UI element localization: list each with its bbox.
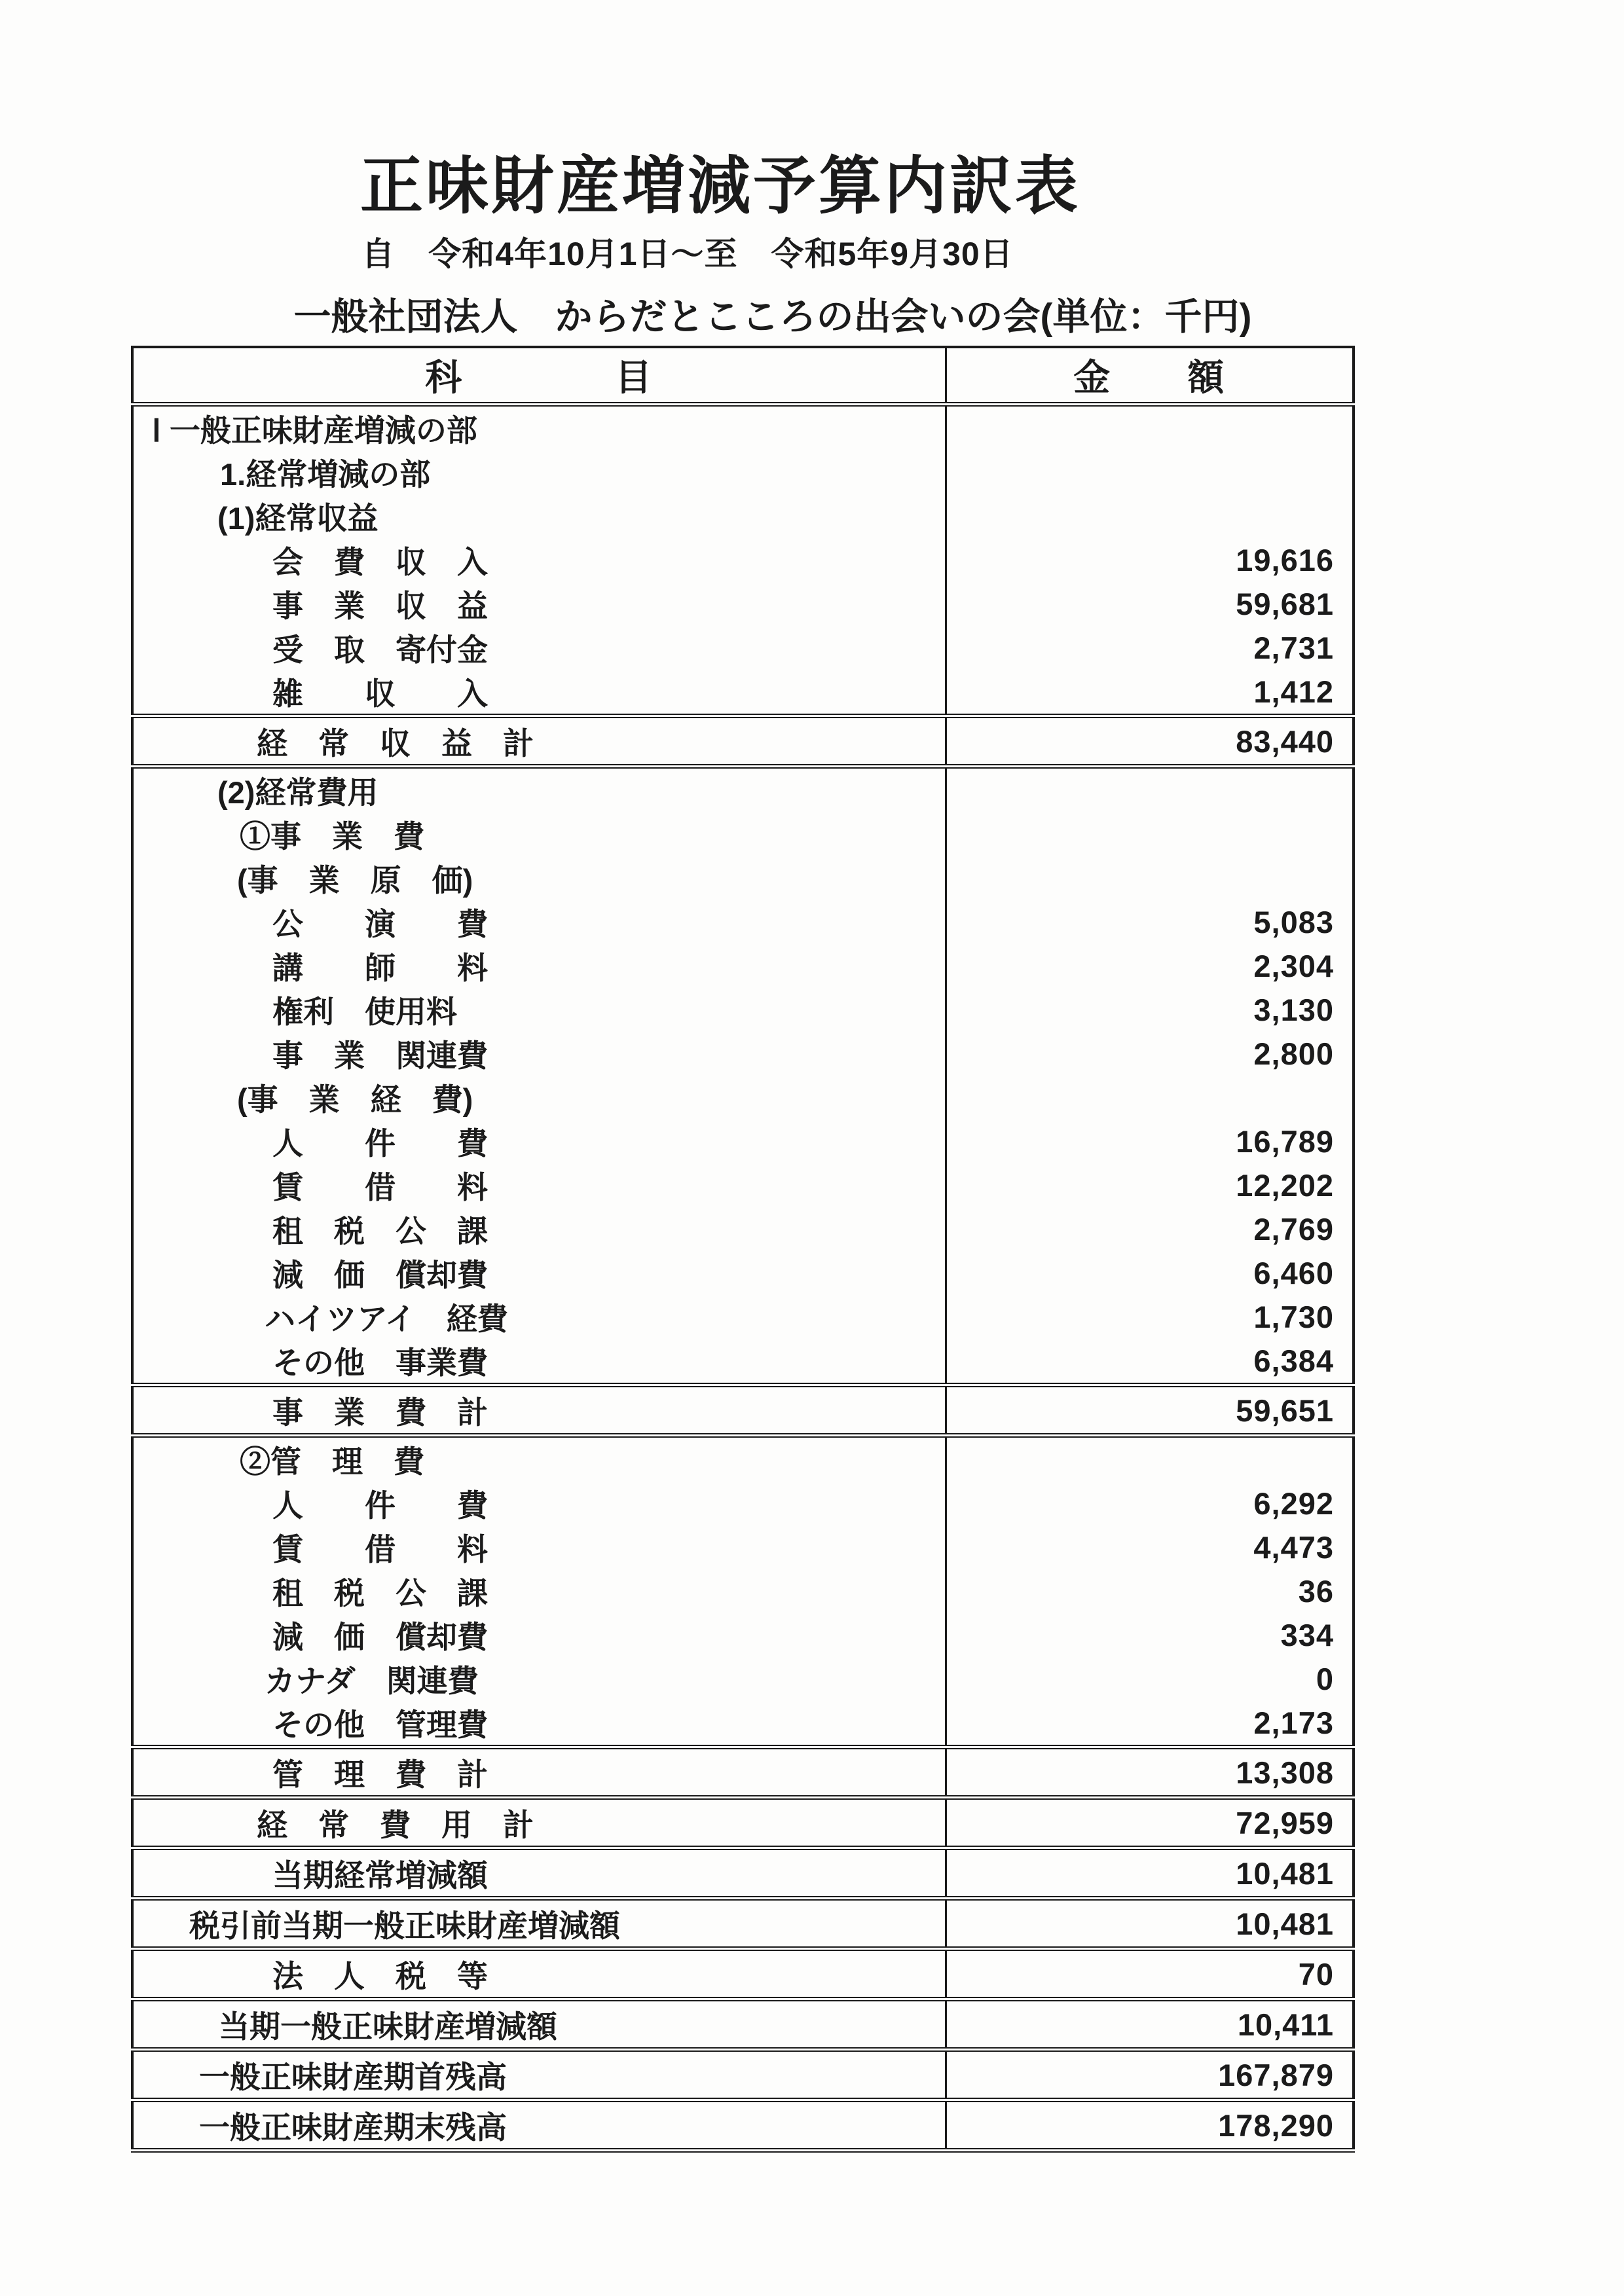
row-label: 当期一般正味財産増減額 — [132, 1999, 946, 2050]
row-amount: 178,290 — [946, 2100, 1354, 2151]
unit-label: (単位：千円) — [1040, 296, 1252, 338]
table-row — [132, 1251, 1354, 1295]
row-amount: 10,481 — [946, 1899, 1354, 1949]
table-row — [132, 1436, 1354, 1482]
row-amount — [946, 450, 1354, 494]
row-label: カナダ 関連費 — [132, 1657, 946, 1701]
row-label: 1.経常増減の部 — [132, 450, 946, 494]
row-amount: 10,411 — [946, 1999, 1354, 2050]
row-amount: 2,304 — [1253, 949, 1334, 983]
fiscal-period: 自 令和4年10月1日～至 令和5年9月30日 — [361, 236, 1014, 272]
row-label: その他 事業費 — [132, 1339, 946, 1385]
row-amount: 2,769 — [1253, 1212, 1334, 1247]
table-row — [132, 1163, 1354, 1207]
table-row — [132, 767, 1354, 813]
table-row — [132, 1701, 1354, 1747]
table-row — [132, 1207, 1354, 1251]
table-row — [132, 1798, 1354, 1848]
row-amount: 1,412 — [1253, 674, 1334, 709]
row-amount — [946, 1436, 1354, 1482]
row-amount: 83,440 — [946, 716, 1354, 767]
row-label: 租 税 公 課 — [132, 1207, 946, 1251]
row-amount — [946, 1076, 1354, 1120]
row-amount: 36 — [1298, 1574, 1334, 1609]
budget-table-body — [132, 405, 1354, 2151]
table-row — [132, 1295, 1354, 1339]
row-amount: 72,959 — [946, 1798, 1354, 1848]
row-amount: 70 — [946, 1949, 1354, 1999]
row-label: 減 価 償却費 — [132, 1251, 946, 1295]
row-amount — [946, 494, 1354, 538]
row-label: 人 件 費 — [132, 1120, 946, 1163]
row-amount: 1,730 — [1253, 1300, 1334, 1334]
row-label: 人 件 費 — [132, 1482, 946, 1525]
table-row — [132, 1848, 1354, 1899]
table-row — [132, 2050, 1354, 2100]
row-label: 経 常 収 益 計 — [132, 716, 946, 767]
row-label: 租 税 公 課 — [132, 1569, 946, 1613]
row-amount — [946, 856, 1354, 900]
header-row — [132, 347, 1354, 405]
table-row — [132, 1339, 1354, 1385]
table-row — [132, 988, 1354, 1032]
row-label: 当期経常増減額 — [132, 1848, 946, 1899]
table-row — [132, 944, 1354, 988]
row-amount: 6,460 — [1253, 1256, 1334, 1290]
row-label: 事 業 費 計 — [132, 1385, 946, 1436]
row-label: 税引前当期一般正味財産増減額 — [132, 1899, 946, 1949]
table-row — [132, 1569, 1354, 1613]
table-row — [132, 1899, 1354, 1949]
row-amount — [946, 812, 1354, 856]
row-label: 公 演 費 — [132, 900, 946, 944]
organization-line — [183, 287, 1362, 340]
row-label: 管 理 費 計 — [132, 1747, 946, 1798]
col-header-amount: 金 額 — [946, 347, 1354, 405]
row-label: 講 師 料 — [132, 944, 946, 988]
table-row — [132, 538, 1354, 582]
table-row — [132, 2100, 1354, 2151]
table-row — [132, 1613, 1354, 1657]
row-label: Ⅰ 一般正味財産増減の部 — [132, 405, 946, 451]
page-title: 正味財産増減予算内訳表 — [360, 151, 1080, 221]
table-row — [132, 626, 1354, 670]
row-label: 法 人 税 等 — [132, 1949, 946, 1999]
row-amount: 4,473 — [1253, 1530, 1334, 1565]
col-header-item: 科 目 — [132, 347, 946, 405]
row-amount: 12,202 — [1236, 1168, 1334, 1203]
row-label: 権利 使用料 — [132, 988, 946, 1032]
table-row — [132, 900, 1354, 944]
row-label: 経 常 費 用 計 — [132, 1798, 946, 1848]
budget-table-container — [131, 346, 1352, 2153]
row-label: (2)経常費用 — [132, 767, 946, 813]
table-row — [132, 494, 1354, 538]
row-amount: 3,130 — [1253, 993, 1334, 1027]
table-row — [132, 1747, 1354, 1798]
row-amount: 19,616 — [1236, 543, 1334, 577]
row-label: 会 費 収 入 — [132, 538, 946, 582]
row-amount: 10,481 — [946, 1848, 1354, 1899]
table-row — [132, 1999, 1354, 2050]
row-amount: 6,292 — [1253, 1486, 1334, 1521]
row-amount: 59,651 — [946, 1385, 1354, 1436]
row-label: ①事 業 費 — [132, 812, 946, 856]
organization-name: 一般社団法人 からだとこころの出会いの会 — [293, 296, 1041, 338]
row-label: 減 価 償却費 — [132, 1613, 946, 1657]
row-label: 事 業 関連費 — [132, 1032, 946, 1076]
row-label: ②管 理 費 — [132, 1436, 946, 1482]
table-row — [132, 1949, 1354, 1999]
row-amount — [946, 405, 1354, 451]
row-label: 受 取 寄付金 — [132, 626, 946, 670]
row-amount: 167,879 — [946, 2050, 1354, 2100]
table-row — [132, 856, 1354, 900]
table-row — [132, 405, 1354, 451]
row-label: (1)経常収益 — [132, 494, 946, 538]
table-row — [132, 1076, 1354, 1120]
row-amount: 0 — [1316, 1662, 1334, 1696]
row-amount: 5,083 — [1253, 905, 1334, 939]
row-amount: 13,308 — [946, 1747, 1354, 1798]
row-amount: 2,800 — [1253, 1036, 1334, 1071]
row-amount: 2,731 — [1253, 630, 1334, 665]
row-amount: 59,681 — [1236, 587, 1334, 621]
row-amount — [946, 767, 1354, 813]
table-row — [132, 1525, 1354, 1569]
row-amount: 6,384 — [1253, 1343, 1334, 1378]
row-amount: 334 — [1280, 1618, 1334, 1652]
table-row — [132, 1385, 1354, 1436]
budget-table — [131, 346, 1355, 2153]
row-label: 事 業 収 益 — [132, 582, 946, 626]
table-row — [132, 1032, 1354, 1076]
row-amount: 16,789 — [1236, 1124, 1334, 1159]
row-label: ハイツアイ 経費 — [132, 1295, 946, 1339]
table-row — [132, 716, 1354, 767]
row-label: 賃 借 料 — [132, 1163, 946, 1207]
row-label: 一般正味財産期首残高 — [132, 2050, 946, 2100]
row-label: 雑 収 入 — [132, 670, 946, 716]
row-amount: 2,173 — [1253, 1705, 1334, 1740]
table-row — [132, 1657, 1354, 1701]
table-row — [132, 670, 1354, 716]
table-row — [132, 1120, 1354, 1163]
row-label: (事 業 原 価) — [132, 856, 946, 900]
table-row — [132, 1482, 1354, 1525]
row-label: (事 業 経 費) — [132, 1076, 946, 1120]
row-label: 一般正味財産期末残高 — [132, 2100, 946, 2151]
row-label: その他 管理費 — [132, 1701, 946, 1747]
row-label: 賃 借 料 — [132, 1525, 946, 1569]
table-row — [132, 450, 1354, 494]
table-row — [132, 582, 1354, 626]
table-row — [132, 812, 1354, 856]
